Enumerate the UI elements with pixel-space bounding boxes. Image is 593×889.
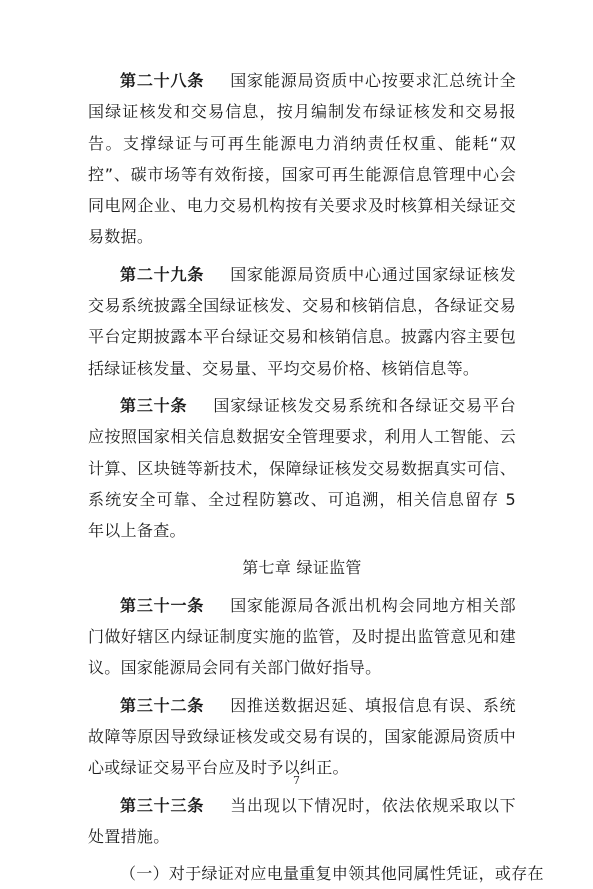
article-31 — [88, 590, 516, 684]
article-32 — [88, 690, 516, 784]
article-28 — [88, 65, 516, 253]
article-number: 第二十八条 — [120, 71, 205, 90]
article-text: 国家能源局资质中心按要求汇总统计全国绿证核发和交易信息，按月编制发布绿证核发和交易报告。支撑绿证与可再生能源电力消纳责任权重、能耗“双控”、碳市场等有效衔接，国家可再生能源信息管理中心会同电网企业、电力交易机构按有关要求及时核算相关绿证交易数据。 — [88, 71, 516, 247]
article-30 — [88, 390, 516, 546]
article-number: 第三十三条 — [120, 795, 205, 815]
article-text: 国家能源局资质中心通过国家绿证核发交易系统披露全国绿证核发、交易和核销信息，各绿证交易平台定期披露本平台绿证交易和核销信息。披露内容主要包括绿证核发量、交易量、平均交易价格、核销信息等。 — [88, 264, 516, 378]
article-number: 第三十条 — [120, 395, 188, 415]
article-text: 国家绿证核发交易系统和各绿证交易平台应按照国家相关信息数据安全管理要求，利用人工智能、云计算、区块链等新技术，保障绿证核发交易数据真实可信、系统安全可靠、全过程防篡改、可追溯，相关信息留存 5 年以上备查。 — [88, 395, 516, 541]
article-29 — [88, 259, 516, 384]
article-text: 因推送数据迟延、填报信息有误、系统故障等原因导致绿证核发或交易有误的，国家能源局资质中心或绿证交易平台应及时予以纠正。 — [88, 695, 516, 778]
chapter-title: 第七章 绿证监管 — [242, 558, 362, 578]
article-number: 第三十一条 — [120, 595, 205, 615]
article-number: 第三十二条 — [120, 695, 205, 715]
page-number: 7 — [293, 774, 300, 787]
article-text: 国家能源局各派出机构会同地方相关部门做好辖区内绿证制度实施的监管，及时提出监管意见和建议。国家能源局会同有关部门做好指导。 — [88, 595, 516, 678]
document-body — [88, 65, 544, 889]
article-number: 第二十九条 — [120, 264, 205, 284]
article-text: 当出现以下情况时，依法依规采取以下处置措施。 — [88, 795, 516, 846]
list-item-1: （一）对于绿证对应电量重复申领其他同属性凭证，或存在 — [120, 864, 544, 884]
article-33 — [88, 790, 516, 853]
